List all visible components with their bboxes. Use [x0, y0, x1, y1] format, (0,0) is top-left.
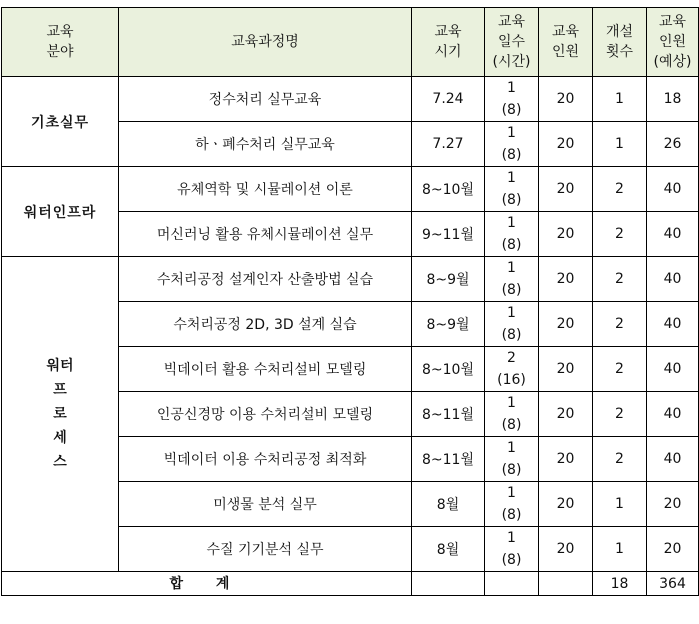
- table-row: [2, 167, 699, 212]
- persons-cell: 20: [539, 257, 593, 302]
- days-cell: 1 (8): [485, 527, 539, 572]
- course-cell: 빅데이터 이용 수처리공정 최적화: [119, 437, 412, 482]
- header-days: 교육 일수 (시간): [485, 8, 539, 77]
- course-cell: 인공신경망 이용 수처리설비 모델링: [119, 392, 412, 437]
- total-sessions: 18: [593, 572, 647, 596]
- period-cell: 8~11월: [412, 392, 485, 437]
- days-cell: 1 (8): [485, 302, 539, 347]
- period-cell: 8월: [412, 482, 485, 527]
- sessions-cell: 1: [593, 527, 647, 572]
- header-row: [2, 8, 699, 77]
- period-cell: 8~9월: [412, 302, 485, 347]
- header-sessions: 개설 횟수: [593, 8, 647, 77]
- days-cell: 1 (8): [485, 77, 539, 122]
- header-period: 교육 시기: [412, 8, 485, 77]
- course-cell: 수처리공정 설계인자 산출방법 실습: [119, 257, 412, 302]
- expected-cell: 18: [647, 77, 699, 122]
- header-course: 교육과정명: [119, 8, 412, 77]
- expected-cell: 40: [647, 302, 699, 347]
- days-cell: 2 (16): [485, 347, 539, 392]
- sessions-cell: 2: [593, 437, 647, 482]
- period-cell: 8~10월: [412, 167, 485, 212]
- table-row: [2, 77, 699, 122]
- sessions-cell: 1: [593, 77, 647, 122]
- expected-cell: 40: [647, 347, 699, 392]
- sessions-cell: 2: [593, 212, 647, 257]
- expected-cell: 40: [647, 257, 699, 302]
- period-cell: 8~10월: [412, 347, 485, 392]
- course-cell: 빅데이터 활용 수처리설비 모델링: [119, 347, 412, 392]
- course-cell: 수처리공정 2D, 3D 설계 실습: [119, 302, 412, 347]
- header-expected: 교육 인원 (예상): [647, 8, 699, 77]
- sessions-cell: 1: [593, 122, 647, 167]
- expected-cell: 40: [647, 167, 699, 212]
- days-cell: 1 (8): [485, 257, 539, 302]
- expected-cell: 26: [647, 122, 699, 167]
- sessions-cell: 2: [593, 257, 647, 302]
- header-field: 교육 분야: [2, 8, 119, 77]
- course-cell: 수질 기기분석 실무: [119, 527, 412, 572]
- sessions-cell: 2: [593, 347, 647, 392]
- days-cell: 1 (8): [485, 482, 539, 527]
- period-cell: 7.24: [412, 77, 485, 122]
- total-days-cell: [485, 572, 539, 596]
- days-cell: 1 (8): [485, 122, 539, 167]
- sessions-cell: 2: [593, 167, 647, 212]
- education-plan-table: [1, 7, 699, 596]
- persons-cell: 20: [539, 302, 593, 347]
- period-cell: 9~11월: [412, 212, 485, 257]
- persons-cell: 20: [539, 392, 593, 437]
- expected-cell: 20: [647, 527, 699, 572]
- total-expected: 364: [647, 572, 699, 596]
- total-period-cell: [412, 572, 485, 596]
- days-cell: 1 (8): [485, 437, 539, 482]
- expected-cell: 40: [647, 437, 699, 482]
- header-persons: 교육 인원: [539, 8, 593, 77]
- days-cell: 1 (8): [485, 392, 539, 437]
- total-row: [2, 572, 699, 596]
- sessions-cell: 2: [593, 302, 647, 347]
- field-cell-basic: 기초실무: [2, 77, 119, 167]
- days-cell: 1 (8): [485, 167, 539, 212]
- period-cell: 8월: [412, 527, 485, 572]
- total-label: 합 계: [2, 572, 412, 596]
- expected-cell: 40: [647, 392, 699, 437]
- persons-cell: 20: [539, 212, 593, 257]
- expected-cell: 40: [647, 212, 699, 257]
- sessions-cell: 2: [593, 392, 647, 437]
- persons-cell: 20: [539, 527, 593, 572]
- course-cell: 정수처리 실무교육: [119, 77, 412, 122]
- period-cell: 8~11월: [412, 437, 485, 482]
- field-cell-water-infra: 워터인프라: [2, 167, 119, 257]
- course-cell: 미생물 분석 실무: [119, 482, 412, 527]
- course-cell: 유체역학 및 시뮬레이션 이론: [119, 167, 412, 212]
- course-cell: 머신러닝 활용 유체시뮬레이션 실무: [119, 212, 412, 257]
- total-persons-cell: [539, 572, 593, 596]
- course-cell: 하ㆍ폐수처리 실무교육: [119, 122, 412, 167]
- period-cell: 8~9월: [412, 257, 485, 302]
- period-cell: 7.27: [412, 122, 485, 167]
- persons-cell: 20: [539, 167, 593, 212]
- persons-cell: 20: [539, 482, 593, 527]
- expected-cell: 20: [647, 482, 699, 527]
- days-cell: 1 (8): [485, 212, 539, 257]
- persons-cell: 20: [539, 437, 593, 482]
- field-cell-water-process: 워터 프 로 세 스: [2, 257, 119, 572]
- persons-cell: 20: [539, 77, 593, 122]
- sessions-cell: 1: [593, 482, 647, 527]
- persons-cell: 20: [539, 347, 593, 392]
- persons-cell: 20: [539, 122, 593, 167]
- table-row: [2, 257, 699, 302]
